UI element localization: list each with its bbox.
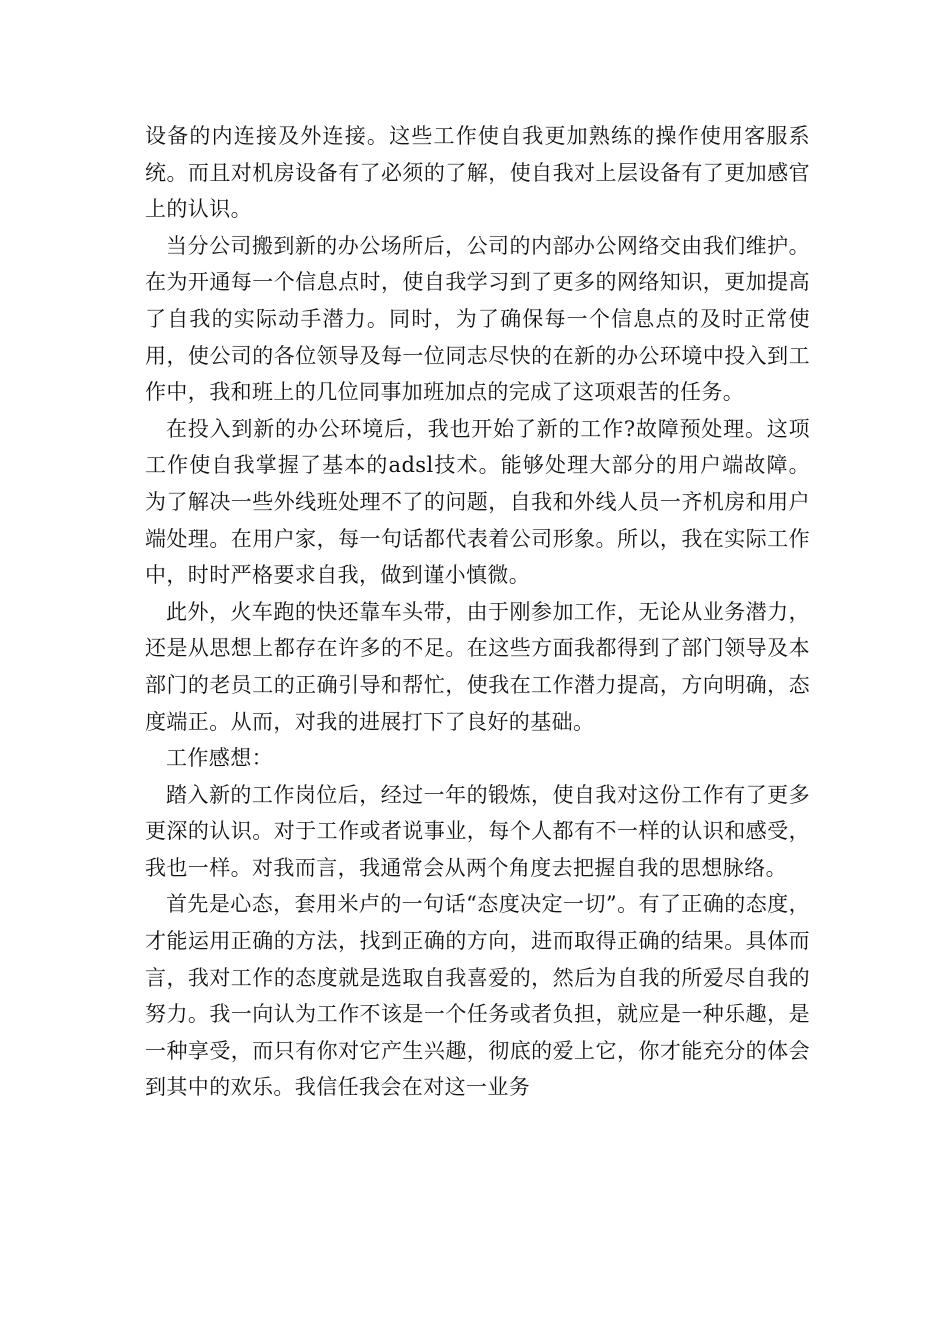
paragraph-2: 当分公司搬到新的办公场所后，公司的内部办公网络交由我们维护。在为开通每一个信息点时，使自我学习到了更多的网络知识，更加提高了自我的实际动手潜力。同时，为了确保每一个信息点的及时正常使用，使公司的各位领导及每一位同志尽快的在新的办公环境中投入到工作中，我和班上的几位同事加班加点的完成了这项艰苦的任务。: [145, 233, 810, 405]
paragraph-1: 设备的内连接及外连接。这些工作使自我更加熟练的操作使用客服系统。而且对机房设备有了必须的了解，使自我对上层设备有了更加感官上的认识。: [145, 124, 810, 222]
paragraph-6: 首先是心态，套用米卢的一句话“态度决定一切”。有了正确的态度，才能运用正确的方法，找到正确的方向，进而取得正确的结果。具体而言，我对工作的态度就是选取自我喜爱的，然后为自我的所爱尽自我的努力。我一向认为工作不该是一个任务或者负担，就应是一种乐趣，是一种享受，而只有你对它产生兴趣，彻底的爱上它，你才能充分的体会到其中的欢乐。我信任我会在对这一业务: [145, 892, 810, 1100]
paragraph-5: 踏入新的工作岗位后，经过一年的锻炼，使自我对这份工作有了更多更深的认识。对于工作或者说事业，每个人都有不一样的认识和感受，我也一样。对我而言，我通常会从两个角度去把握自我的思想脉络。: [145, 782, 810, 880]
paragraph-3: 在投入到新的办公环境后，我也开始了新的工作?故障预处理。这项工作使自我掌握了基本的adsl技术。能够处理大部分的用户端故障。为了解决一些外线班处理不了的问题，自我和外线人员一齐机房和用户端处理。在用户家，每一句话都代表着公司形象。所以，我在实际工作中，时时严格要求自我，做到谨小慎微。: [145, 416, 810, 588]
paragraph-4: 此外，火车跑的快还靠车头带，由于刚参加工作，无论从业务潜力，还是从思想上都存在许多的不足。在这些方面我都得到了部门领导及本部门的老员工的正确引导和帮忙，使我在工作潜力提高，方向明确，态度端正。从而，对我的进展打下了良好的基础。: [145, 599, 810, 734]
document-body: [145, 118, 810, 1106]
section-heading-work-thoughts: 工作感想：: [166, 746, 273, 771]
